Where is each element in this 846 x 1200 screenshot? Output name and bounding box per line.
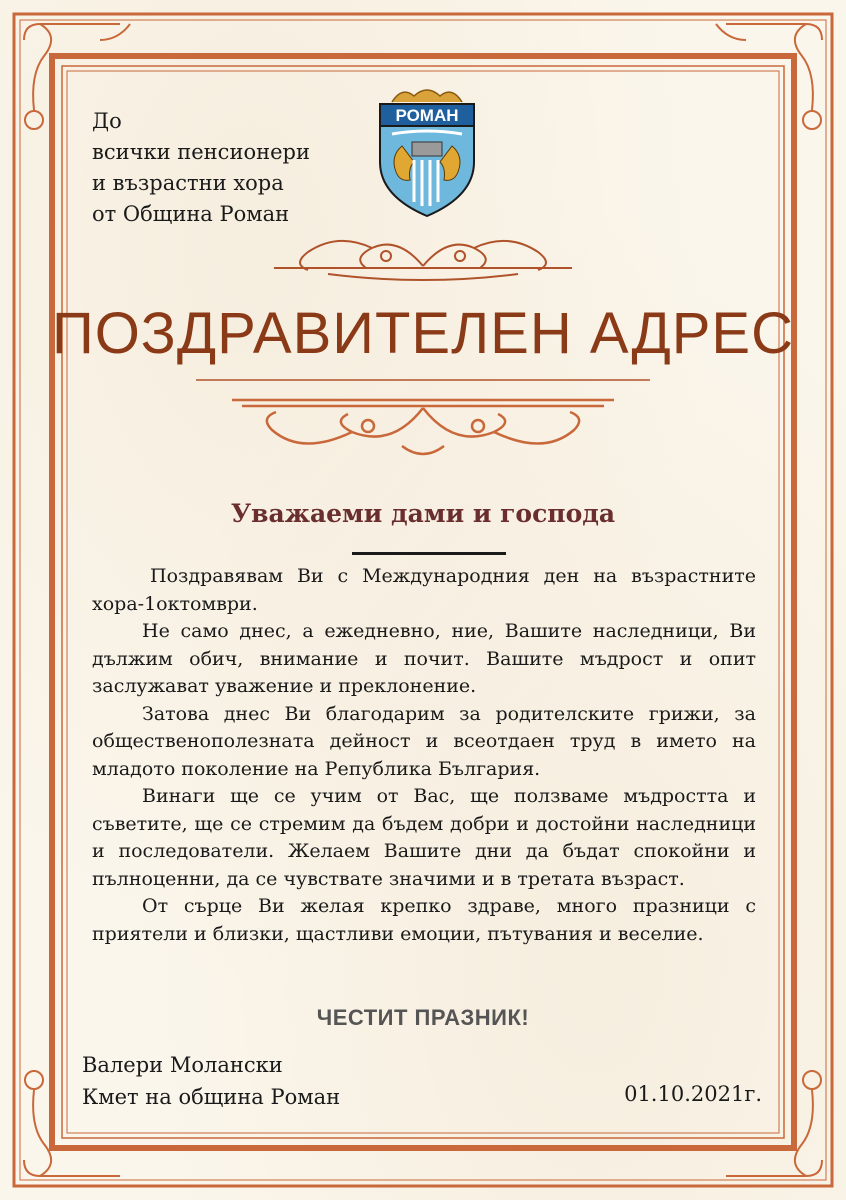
signature-block	[82, 1049, 340, 1113]
recipient-address	[92, 106, 310, 230]
letter-date: 01.10.2021г.	[624, 1082, 762, 1106]
signer-position: Кмет на община Роман	[82, 1085, 341, 1109]
address-line: и възрастни хора	[92, 171, 284, 195]
body-paragraph: От сърце Ви желая крепко здраве, много празници с приятели и близки, щастливи емоции, пътувания и веселие.	[92, 895, 756, 945]
address-line: от Община Роман	[92, 202, 290, 226]
page-title: ПОЗДРАВИТЕЛЕН АДРЕС	[52, 301, 794, 366]
body-paragraph: Не само днес, а ежедневно, ние, Вашите наследници, Ви дължим обич, внимание и почит. Вашите мъдрост и опит заслужават уважение и преклонение.	[92, 620, 756, 697]
letter-body	[92, 563, 756, 948]
body-paragraph: Затова днес Ви благодарим за родителските грижи, за общественополезната дейност и всеотдаен труд в името на младото поколение на Република България.	[92, 702, 756, 780]
title-underline	[196, 376, 650, 384]
crest-text: РОМАН	[395, 106, 459, 125]
bottom-scroll-ornament	[222, 386, 624, 466]
corner-flourish-tr	[716, 24, 822, 129]
roman-coat-of-arms-icon	[372, 84, 482, 220]
address-line: всички пенсионери	[92, 140, 310, 164]
signer-name: Валери Молански	[82, 1053, 283, 1077]
top-scroll-ornament	[268, 226, 578, 282]
body-paragraph: Поздравявам Ви с Международния ден на възрастните хора-1октомври.	[92, 565, 756, 615]
body-paragraph: Винаги ще се учим от Вас, ще ползваме мъдростта и съветите, ще се стремим да бъдем добри и достойни наследници и последователи. Желаем Вашите дни да бъдат спокойни и пълноценни, да се чувствате значими и в третата възраст.	[92, 785, 756, 890]
address-line: До	[92, 109, 122, 133]
holiday-wish: ЧЕСТИТ ПРАЗНИК!	[316, 1005, 530, 1030]
greeting-divider	[352, 552, 506, 555]
greeting-heading: Уважаеми дами и господа	[230, 499, 616, 528]
